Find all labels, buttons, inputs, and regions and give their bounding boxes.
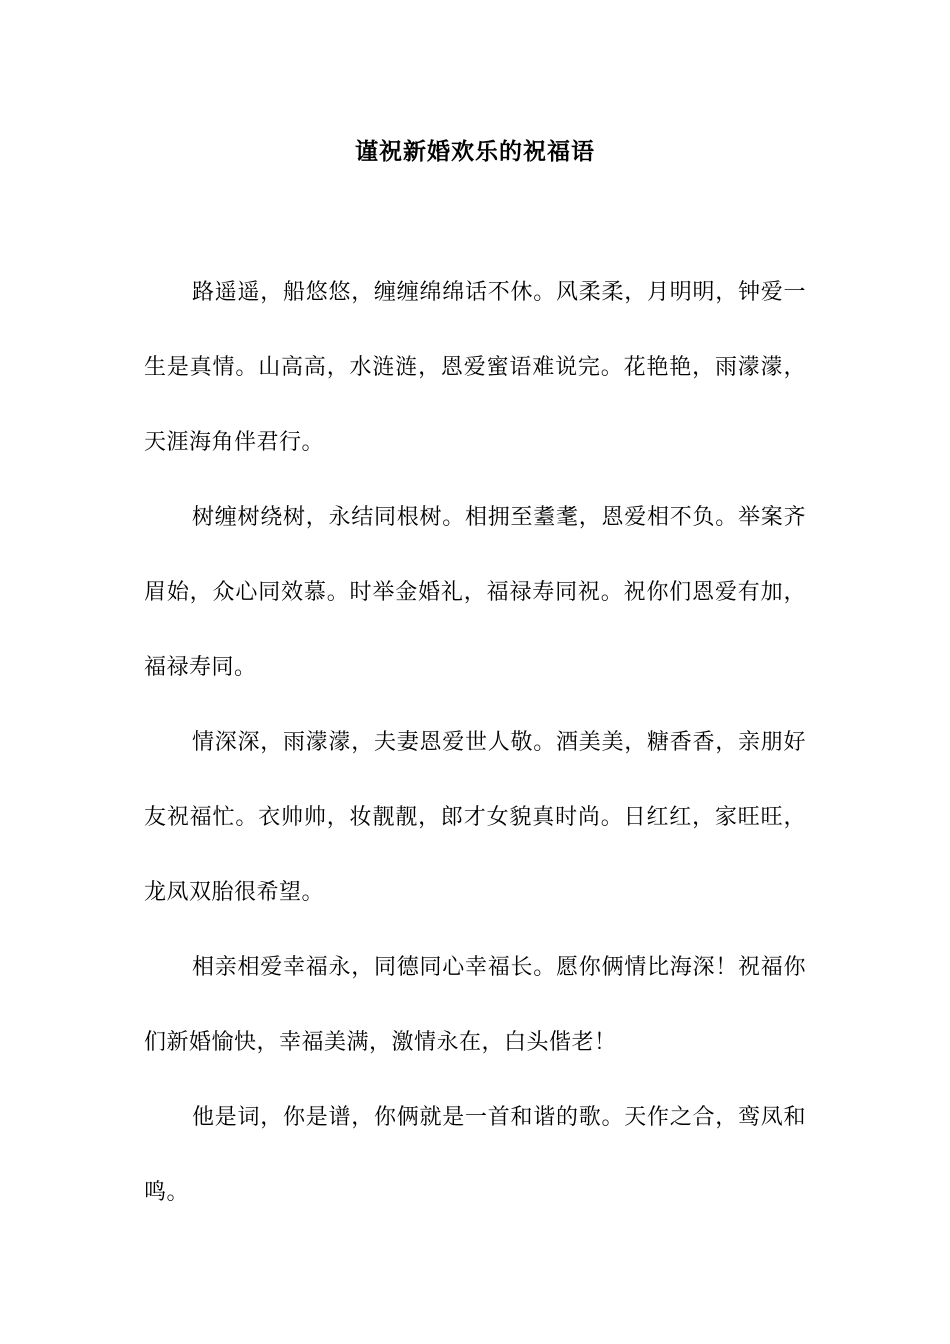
paragraph-1: 路遥遥，船悠悠，缠缠绵绵话不休。风柔柔，月明明，钟爱一生是真情。山高高，水涟涟，恩爱蜜语难说完。花艳艳，雨濛濛，天涯海角伴君行。 [144, 280, 806, 455]
document-title: 谨祝新婚欢乐的祝福语 [355, 138, 595, 165]
paragraph-5: 他是词，你是谱，你俩就是一首和谐的歌。天作之合，鸾凤和鸣。 [144, 1105, 806, 1205]
paragraph-3: 情深深，雨濛濛，夫妻恩爱世人敬。酒美美，糖香香，亲朋好友祝福忙。衣帅帅，妆靓靓，郎才女貌真时尚。日红红，家旺旺，龙凤双胎很希望。 [144, 730, 806, 905]
document-body [144, 255, 806, 1230]
paragraph-2: 树缠树绕树，永结同根树。相拥至耋耄，恩爱相不负。举案齐眉始，众心同效慕。时举金婚礼，福禄寿同祝。祝你们恩爱有加，福禄寿同。 [144, 505, 806, 680]
paragraph-4: 相亲相爱幸福永，同德同心幸福长。愿你俩情比海深！祝福你们新婚愉快，幸福美满，激情永在，白头偕老！ [144, 955, 806, 1055]
